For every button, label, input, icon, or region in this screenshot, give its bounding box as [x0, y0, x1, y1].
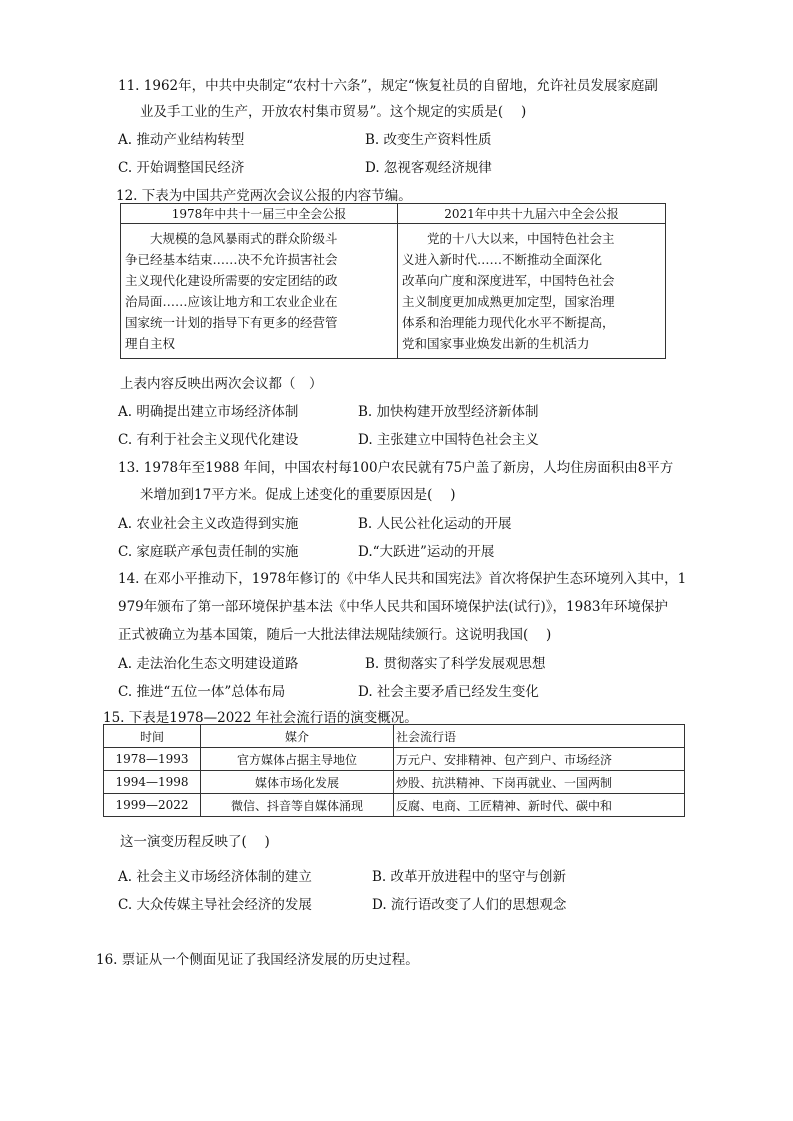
q12-option-d[interactable]: D. 主张建立中国特色社会主义 — [358, 432, 539, 448]
q15-option-c[interactable]: C. 大众传媒主导社会经济的发展 — [118, 897, 312, 913]
q15-question: 这一演变历程反映了( ) — [120, 834, 270, 850]
q12-2021-line: 改革向广度和深度进军，中国特色社会 — [402, 273, 615, 288]
q15-option-b[interactable]: B. 改革开放进程中的坚守与创新 — [372, 869, 567, 885]
q12-1978-line: 治局面……应该让地方和工农业企业在 — [125, 294, 338, 309]
q15-cell-media: 微信、抖音等自媒体涌现 — [201, 794, 394, 817]
q15-cell-time: 1999—2022 — [104, 794, 201, 817]
q15-header-media: 媒介 — [201, 725, 394, 748]
q12-2021-line: 主义制度更加成熟更加定型，国家治理 — [402, 294, 615, 309]
q12-cell-2021 — [398, 224, 666, 359]
q11-option-c[interactable]: C. 开始调整国民经济 — [118, 160, 245, 176]
q13-option-c[interactable]: C. 家庭联产承包责任制的实施 — [118, 544, 299, 560]
table-row — [104, 794, 685, 817]
table-row — [104, 771, 685, 794]
q13-stem-line2: 米增加到17平方米。促成上述变化的重要原因是( ) — [140, 487, 456, 503]
q12-2021-line: 义进入新时代……不断推动全面深化 — [402, 252, 603, 267]
q14-option-d[interactable]: D. 社会主要矛盾已经发生变化 — [358, 684, 539, 700]
q13-option-a[interactable]: A. 农业社会主义改造得到实施 — [118, 516, 299, 532]
q12-2021-line: 党和国家事业焕发出新的生机活力 — [402, 336, 590, 351]
q14-stem-line1: 14. 在邓小平推动下，1978年修订的《中华人民共和国宪法》首次将保护生态环境列入其中，1 — [118, 571, 687, 587]
q13-stem-line1: 13. 1978年至1988 年间，中国农村每100户农民就有75户盖了新房，人均住房面积由8平方 — [118, 460, 674, 476]
q12-option-c[interactable]: C. 有利于社会主义现代化建设 — [118, 432, 299, 448]
q12-1978-line: 国家统一计划的指导下有更多的经营管 — [125, 315, 338, 330]
q16-stem: 16. 票证从一个侧面见证了我国经济发展的历史过程。 — [96, 952, 419, 968]
q15-cell-time: 1994—1998 — [104, 771, 201, 794]
q12-header-2021: 2021年中共十九届六中全会公报 — [398, 204, 666, 224]
q12-2021-line: 党的十八大以来，中国特色社会主 — [402, 231, 615, 246]
q15-cell-media: 媒体市场化发展 — [201, 771, 394, 794]
q12-1978-line: 争已经基本结束……决不允许损害社会 — [125, 252, 338, 267]
q12-option-b[interactable]: B. 加快构建开放型经济新体制 — [358, 404, 539, 420]
table-row — [104, 748, 685, 771]
q11-option-a[interactable]: A. 推动产业结构转型 — [118, 132, 245, 148]
q11-option-d[interactable]: D. 忽视客观经济规律 — [365, 160, 492, 176]
q15-cell-slang: 炒股、抗洪精神、下岗再就业、一国两制 — [394, 771, 685, 794]
q14-stem-line3: 正式被确立为基本国策，随后一大批法律法规陆续颁行。这说明我国( ) — [118, 627, 552, 643]
q12-comparison-table — [120, 203, 666, 359]
q12-1978-line: 理自主权 — [125, 336, 176, 351]
q15-cell-slang: 反腐、电商、工匠精神、新时代、碳中和 — [394, 794, 685, 817]
q15-option-a[interactable]: A. 社会主义市场经济体制的建立 — [118, 869, 312, 885]
q14-option-b[interactable]: B. 贯彻落实了科学发展观思想 — [365, 656, 546, 672]
q14-stem-line2: 979年颁布了第一部环境保护基本法《中华人民共和国环境保护法(试行)》，1983年环境保护 — [118, 599, 668, 615]
q12-1978-line: 主义现代化建设所需要的安定团结的政 — [125, 273, 338, 288]
q13-option-d[interactable]: D.“大跃进”运动的开展 — [358, 544, 495, 560]
q14-option-c[interactable]: C. 推进“五位一体”总体布局 — [118, 684, 286, 700]
q15-cell-time: 1978—1993 — [104, 748, 201, 771]
q13-option-b[interactable]: B. 人民公社化运动的开展 — [358, 516, 512, 532]
q12-question: 上表内容反映出两次会议都（ ） — [120, 376, 323, 392]
q11-stem-line2: 业及手工业的生产，开放农村集市贸易”。这个规定的实质是( ) — [140, 104, 527, 120]
q12-1978-line: 大规模的急风暴雨式的群众阶级斗 — [125, 231, 338, 246]
q15-header-slang: 社会流行语 — [394, 725, 685, 748]
q15-header-time: 时间 — [104, 725, 201, 748]
q11-option-b[interactable]: B. 改变生产资料性质 — [365, 132, 492, 148]
q11-stem-line1: 11. 1962年，中共中央制定“农村十六条”，规定“恢复社员的自留地，允许社员发展家庭副 — [118, 78, 658, 94]
q15-cell-media: 官方媒体占据主导地位 — [201, 748, 394, 771]
q12-header-1978: 1978年中共十一届三中全会公报 — [121, 204, 398, 224]
q12-stem: 12. 下表为中国共产党两次会议公报的内容节编。 — [116, 188, 412, 204]
q15-slang-table — [103, 724, 685, 817]
q15-stem: 15. 下表是1978—2022 年社会流行语的演变概况。 — [103, 710, 418, 726]
q15-cell-slang: 万元户、安排精神、包产到户、市场经济 — [394, 748, 685, 771]
q12-option-a[interactable]: A. 明确提出建立市场经济体制 — [118, 404, 299, 420]
q12-cell-1978 — [121, 224, 398, 359]
q12-2021-line: 体系和治理能力现代化水平不断提高， — [402, 315, 615, 330]
q15-option-d[interactable]: D. 流行语改变了人们的思想观念 — [372, 897, 567, 913]
q14-option-a[interactable]: A. 走法治化生态文明建设道路 — [118, 656, 299, 672]
